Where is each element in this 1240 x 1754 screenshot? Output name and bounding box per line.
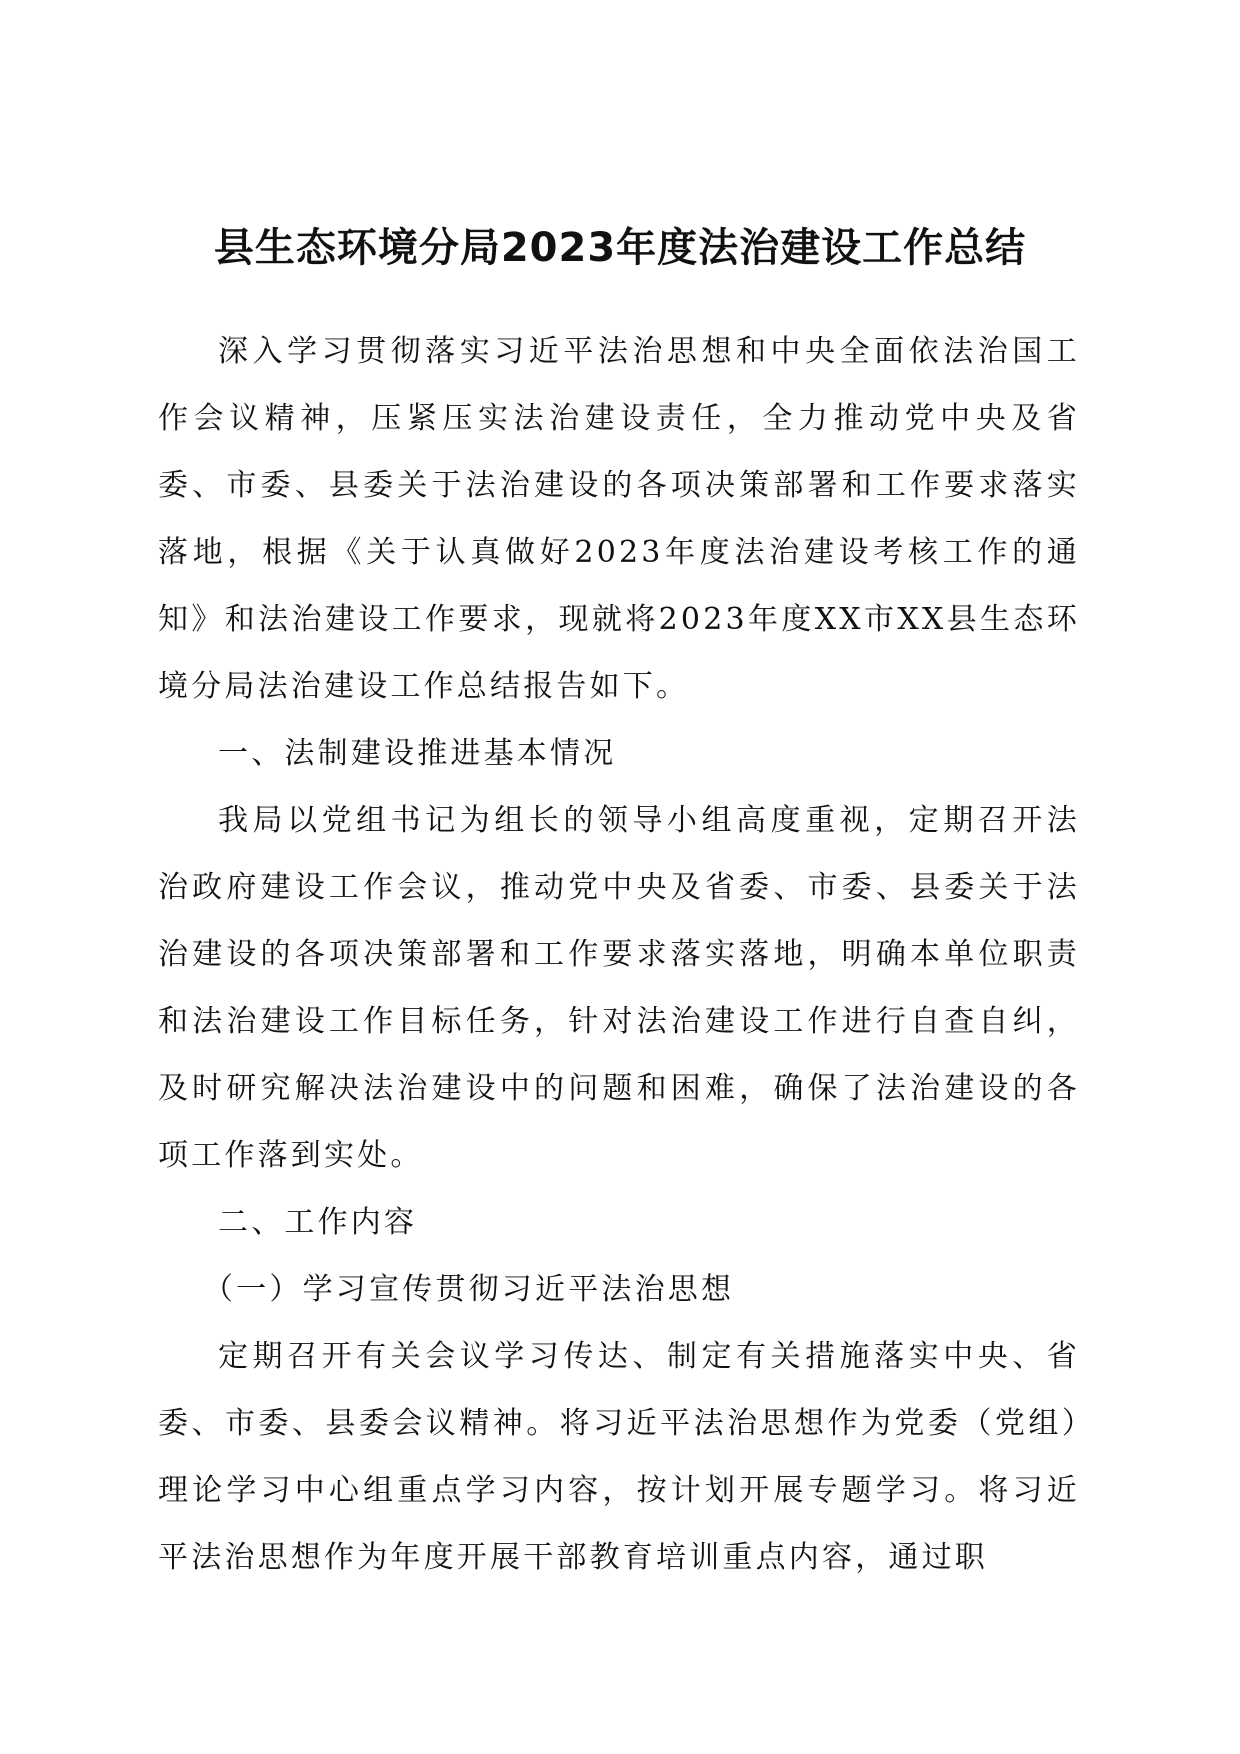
document-body <box>158 318 1080 1591</box>
document-title: 县生态环境分局2023年度法治建设工作总结 <box>213 225 1027 271</box>
intro-paragraph: 深入学习贯彻落实习近平法治思想和中央全面依法治国工作会议精神，压紧压实法治建设责任，全力推动党中央及省委、市委、县委关于法治建设的各项决策部署和工作要求落实落地，根据《关于认真做好2023年度法治建设考核工作的通知》和法治建设工作要求，现就将2023年度XX市XX县生态环境分局法治建设工作总结报告如下。 <box>158 334 1080 704</box>
section-1-paragraph: 我局以党组书记为组长的领导小组高度重视，定期召开法治政府建设工作会议，推动党中央及省委、市委、县委关于法治建设的各项决策部署和工作要求落实落地，明确本单位职责和法治建设工作目标任务，针对法治建设工作进行自查自纠，及时研究解决法治建设中的问题和困难，确保了法治建设的各项工作落到实处。 <box>158 803 1080 1173</box>
subsection-1-paragraph: 定期召开有关会议学习传达、制定有关措施落实中央、省委、市委、县委会议精神。将习近平法治思想作为党委（党组）理论学习中心组重点学习内容，按计划开展专题学习。将习近平法治思想作为年度开展干部教育培训重点内容，通过职 <box>158 1339 1080 1575</box>
subsection-heading-1: （一）学习宣传贯彻习近平法治思想 <box>203 1272 735 1307</box>
section-heading-1: 一、法制建设推进基本情况 <box>218 736 617 771</box>
section-heading-2: 二、工作内容 <box>218 1205 418 1240</box>
